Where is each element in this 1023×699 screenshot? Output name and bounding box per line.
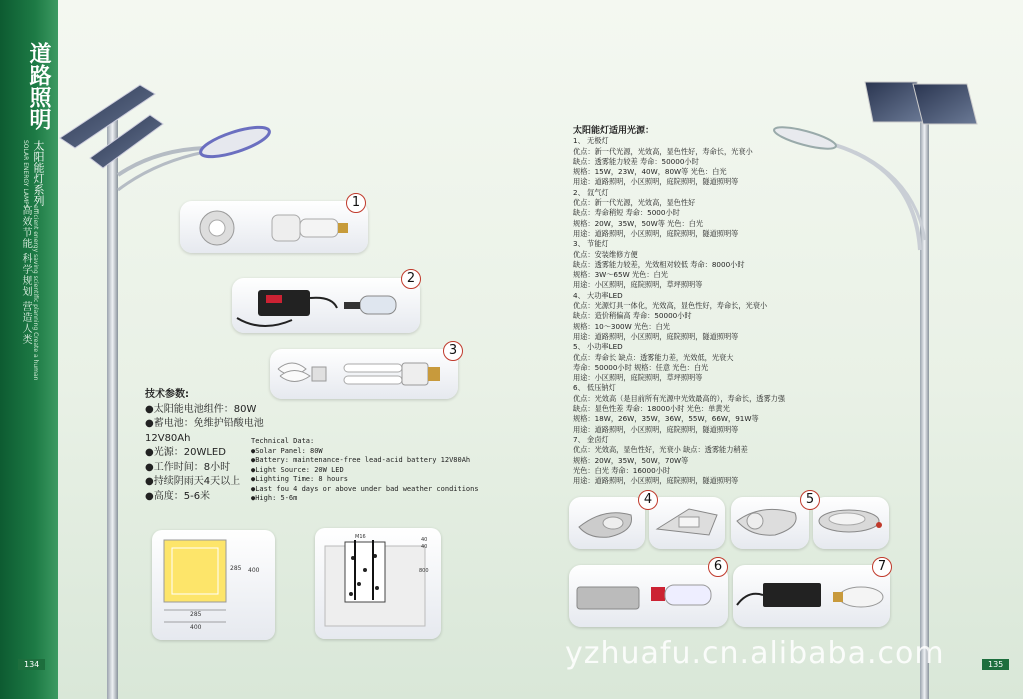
light-source-line: 用途：小区照明，庭院照明，草坪照明等 xyxy=(573,373,703,383)
tech-param-zh-item: ●光源：20WLED xyxy=(145,447,226,458)
product-badge-7: 7 xyxy=(872,557,892,577)
product-card-5b xyxy=(813,497,889,549)
light-source-line: 2、 氙气灯 xyxy=(573,187,609,197)
light-source-line: 优点：新一代光源，光效高，显色性好，寿命长，光衰小 xyxy=(573,146,753,156)
sidebar-subtitle: 太阳能灯系列 xyxy=(32,140,45,206)
light-source-line: 1、 无极灯 xyxy=(573,136,609,146)
page-number-right: 135 xyxy=(982,659,1009,670)
light-source-line: 优点：新一代光源，光效高，显色性好 xyxy=(573,198,696,208)
metal-halide-lamp-image xyxy=(733,565,890,627)
product-badge-6: 6 xyxy=(708,557,728,577)
tech-param-en-item: ●Battery: maintenance-free lead-acid battery 12V80Ah xyxy=(251,456,471,464)
light-source-line: 用途：小区照明，庭院照明，草坪照明等 xyxy=(573,280,703,290)
sidebar-title: 道路照明 xyxy=(26,42,52,130)
light-source-line: 光色：白光 寿命：16000小时 xyxy=(573,465,671,475)
induction-lamp-image xyxy=(180,201,368,253)
tech-param-zh-item: ●蓄电池：免维护铅酸电池12V80Ah xyxy=(145,418,264,444)
light-source-line: 用途：道路照明，小区照明，庭院照明，隧道照明等 xyxy=(573,177,739,187)
light-source-line: 缺点：透雾能力较差，光效相对较低 寿命：8000小时 xyxy=(573,259,745,269)
light-source-line: 用途：道路照明，小区照明，庭院照明，隧道照明等 xyxy=(573,424,739,434)
sidebar-subtitle-en: SOLAR ENERGY LAMPS xyxy=(22,140,29,209)
light-source-line: 用途：道路照明，小区照明，庭院照明，隧道照明等 xyxy=(573,476,739,486)
light-source-line: 规格：3W～65W 光色：白光 xyxy=(573,270,668,280)
foundation-diagram xyxy=(315,528,441,639)
light-source-line: 优点：安装维修方便 xyxy=(573,249,638,259)
dim-label: 285 xyxy=(230,565,242,572)
product-card-6 xyxy=(569,565,728,627)
panel-dimension-diagram xyxy=(152,530,275,640)
dim-label: 400 xyxy=(248,567,260,574)
led-lamp-head-image xyxy=(731,497,809,549)
light-source-line: 用途：道路照明，小区照明，庭院照明，隧道照明等 xyxy=(573,331,739,341)
dim-label: 800 xyxy=(419,568,429,574)
tech-param-zh-item: ●太阳能电池组件：80W xyxy=(145,403,257,415)
light-source-line: 3、 节能灯 xyxy=(573,239,609,249)
light-source-line: 4、 大功率LED xyxy=(573,290,623,300)
product-badge-1: 1 xyxy=(346,193,366,213)
product-card-7 xyxy=(733,565,890,627)
tech-param-en-item: ●Solar Panel: 80W xyxy=(251,446,323,455)
light-source-line: 规格：20W，35W，50W，70W等 xyxy=(573,455,689,465)
light-source-line: 寿命：50000小时 规格：任意 光色：白光 xyxy=(573,362,709,372)
xenon-lamp-image xyxy=(232,278,420,333)
light-source-line: 缺点：透雾能力较差 寿命：50000小时 xyxy=(573,156,699,166)
product-badge-3: 3 xyxy=(443,341,463,361)
page-number-left: 134 xyxy=(18,659,45,670)
tech-params-en xyxy=(251,437,491,504)
product-card-4b xyxy=(649,497,725,549)
led-lamp-head-image xyxy=(813,497,889,549)
sidebar-slogan-en: efficient energy saving scientific planning Create a human xyxy=(32,205,39,381)
dim-label: 40 xyxy=(421,544,428,550)
light-source-line: 7、 金卤灯 xyxy=(573,434,609,444)
tech-param-zh-item: ●持续阴雨天4天以上 xyxy=(145,476,241,487)
panel-dimension-drawing xyxy=(152,530,275,640)
light-source-line: 缺点：造价稍偏高 寿命：50000小时 xyxy=(573,311,692,321)
product-card-2 xyxy=(232,278,420,333)
product-badge-5: 5 xyxy=(800,490,820,510)
cfl-lamp-image xyxy=(270,349,458,399)
light-source-line: 规格：18W，26W，35W，36W，55W，66W，91W等 xyxy=(573,414,759,424)
tech-params-zh-title: 技术参数: xyxy=(145,389,189,400)
tech-param-en-item: ●Lighting Time: 8 hours xyxy=(251,475,348,483)
watermark: yzhuafu.cn.alibaba.com xyxy=(565,636,945,671)
product-card-4a xyxy=(569,497,645,549)
dim-label: 285 xyxy=(190,611,202,618)
tech-param-en-item: ●High: 5-6m xyxy=(251,494,298,502)
street-lamp-head-image xyxy=(569,497,645,549)
dim-label: 400 xyxy=(190,624,202,631)
light-sources-section xyxy=(573,126,785,486)
light-source-line: 规格：15W，23W，40W，80W等 光色：白光 xyxy=(573,167,727,177)
sodium-lamp-image xyxy=(569,565,728,627)
light-source-line: 6、 低压钠灯 xyxy=(573,383,616,393)
dim-label: M16 xyxy=(355,534,366,540)
tech-param-en-item: ●Light Source: 20W LED xyxy=(251,465,344,474)
tech-params-en-title: Technical Data: xyxy=(251,437,315,445)
product-badge-4: 4 xyxy=(638,490,658,510)
light-source-line: 优点：光源灯具一体化，光效高，显色性好，寿命长，光衰小 xyxy=(573,301,768,311)
product-card-3 xyxy=(270,349,458,399)
tech-param-zh-item: ●工作时间：8小时 xyxy=(145,461,231,473)
product-card-1 xyxy=(180,201,368,253)
dim-label: 40 xyxy=(421,537,428,543)
tech-param-en-item: ●Last fou 4 days or above under bad weather conditions xyxy=(251,484,479,493)
light-source-line: 用途：道路照明，小区照明，庭院照明，隧道照明等 xyxy=(573,228,739,238)
street-lamp-head-image xyxy=(649,497,725,549)
light-source-line: 5、 小功率LED xyxy=(573,342,623,352)
sidebar-slogan: 高效节能 科学规划 营造人类 xyxy=(20,205,31,346)
light-source-line: 缺点：寿命稍短 寿命：5000小时 xyxy=(573,208,680,218)
product-badge-2: 2 xyxy=(401,269,421,289)
product-card-5a xyxy=(731,497,809,549)
light-source-line: 缺点：显色性差 寿命：18000小时 光色：单黄光 xyxy=(573,404,730,414)
light-source-line: 优点：光效高（是目前所有光源中光效最高的），寿命长，透雾力强 xyxy=(573,393,786,403)
light-source-line: 规格：10～300W 光色：白光 xyxy=(573,321,670,331)
tech-param-zh-item: ●高度：5-6米 xyxy=(145,490,211,502)
light-sources-title: 太阳能灯适用光源： xyxy=(573,126,655,136)
light-source-line: 优点：寿命长 缺点：透雾能力差，光效低，光衰大 xyxy=(573,352,734,362)
light-source-line: 规格：20W，35W，50W等 光色：白光 xyxy=(573,218,704,228)
light-source-line: 优点：光效高，显色性好，光衰小 缺点：透雾能力稍差 xyxy=(573,445,748,455)
foundation-drawing xyxy=(315,528,441,639)
